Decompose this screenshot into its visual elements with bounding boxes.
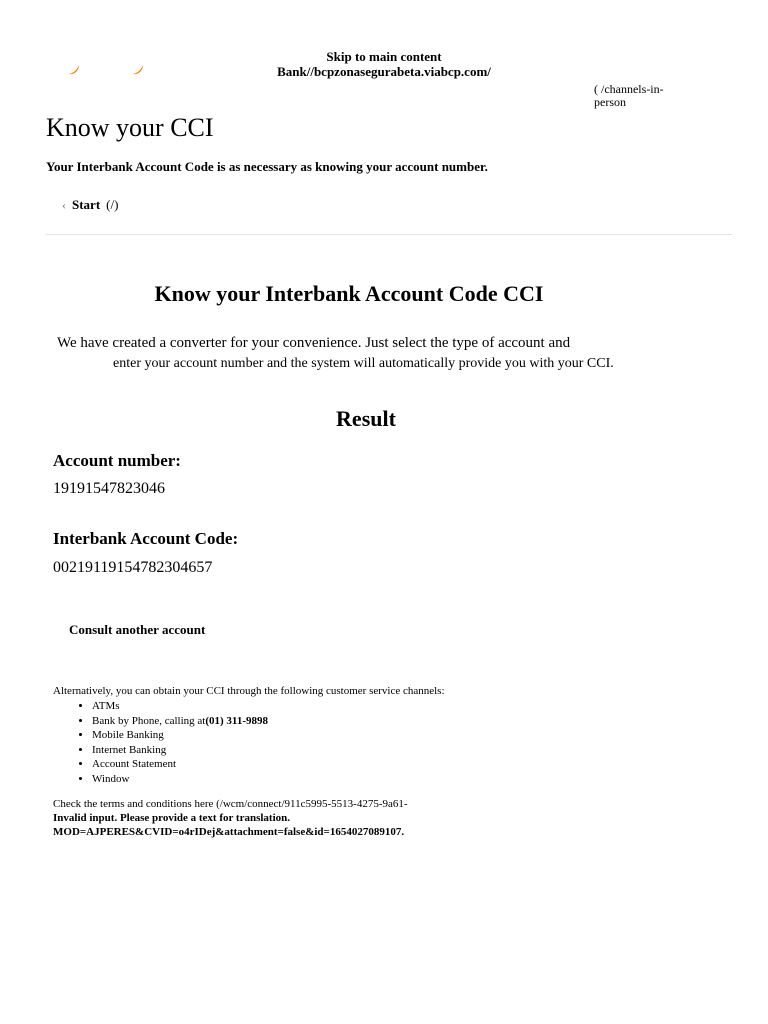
terms-link[interactable]: Check the terms and conditions here (/wcm/connect/911c5995-5513-4275-9a61-: [53, 798, 408, 810]
list-item: [92, 743, 268, 758]
phone-number: (01) 311-9898: [205, 714, 268, 727]
converter-heading: Know your Interbank Account Code CCI: [154, 281, 544, 306]
channel-window: Window: [92, 772, 130, 785]
error-message: Invalid input. Please provide a text for translation.: [53, 812, 291, 824]
terms-section: [53, 797, 653, 839]
channel-internet-banking: Internet Banking: [92, 743, 167, 756]
list-item: [92, 714, 268, 729]
channel-account-statement: Account Statement: [92, 758, 177, 771]
channel-bank-by-phone: Bank by Phone, calling at: [92, 714, 206, 727]
list-item: [92, 772, 268, 787]
list-item: [92, 699, 268, 714]
bank-logo-icon[interactable]: [67, 61, 83, 77]
breadcrumb: [62, 197, 118, 213]
converter-description-line1: We have created a converter for your convenience. Just select the type of account and: [57, 335, 571, 351]
breadcrumb-start-path: (/): [106, 197, 119, 212]
chevron-left-icon: ‹: [62, 198, 66, 212]
cci-value: 00219119154782304657: [53, 559, 213, 576]
result-heading: Result: [336, 406, 396, 431]
channel-mobile-banking: Mobile Banking: [92, 729, 164, 742]
channels-in-person-link[interactable]: ( /channels-in-person: [594, 82, 664, 109]
account-number-label: Account number:: [53, 451, 181, 470]
channels-intro: Alternatively, you can obtain your CCI through the following customer service channels:: [53, 685, 445, 697]
skip-to-main-content-link[interactable]: Skip to main content: [326, 49, 442, 64]
channels-list: [53, 699, 268, 787]
channel-atms: ATMs: [92, 700, 120, 712]
converter-description-line2: enter your account number and the system will automatically provide you with your CCI.: [113, 356, 614, 371]
breadcrumb-start-link[interactable]: Start: [72, 197, 101, 212]
list-item: [92, 757, 268, 772]
terms-query-string: MOD=AJPERES&CVID=o4rIDej&attachment=false&id=1654027089107.: [53, 826, 405, 838]
list-item: [92, 728, 268, 743]
page-title: Know your CCI: [46, 113, 214, 142]
cci-label: Interbank Account Code:: [53, 529, 239, 548]
bank-logo-secondary-icon[interactable]: [131, 61, 147, 77]
bank-url-link[interactable]: Bank//bcpzonasegurabeta.viabcp.com/: [277, 64, 491, 79]
account-number-value: 19191547823046: [53, 480, 165, 497]
skip-to-content-area: [0, 49, 768, 79]
divider: [46, 234, 732, 235]
consult-another-account-button[interactable]: Consult another account: [69, 622, 206, 637]
page-subtitle: Your Interbank Account Code is as necessary as knowing your account number.: [46, 159, 488, 174]
